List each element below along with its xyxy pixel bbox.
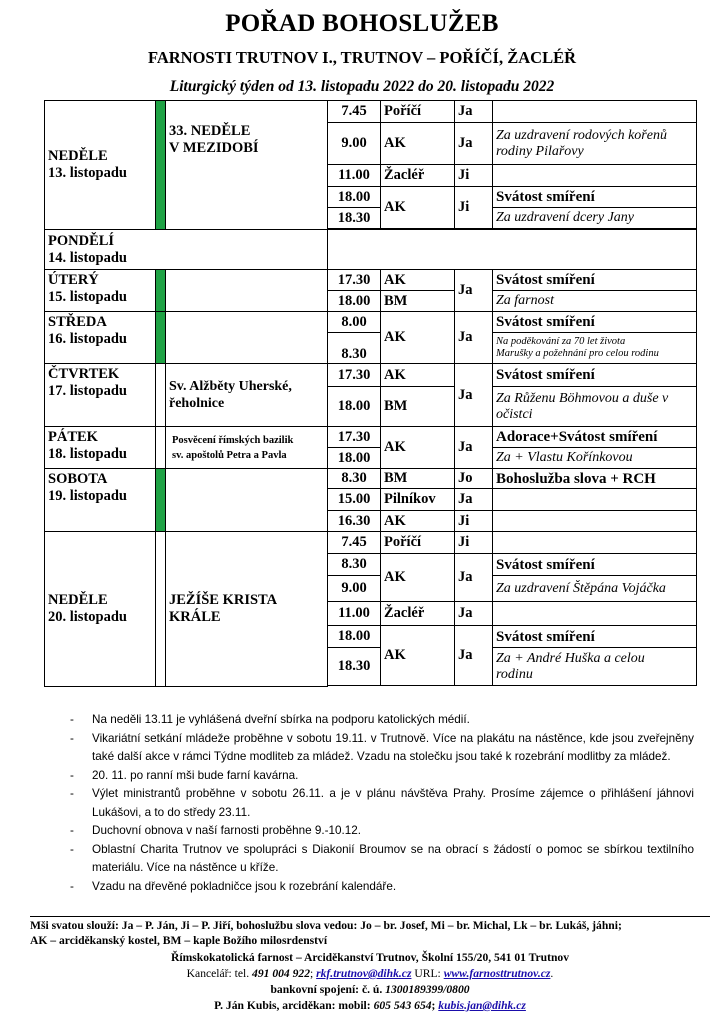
announcement-item [70,711,694,730]
mass-intention [493,602,697,626]
bullet-dash: - [70,824,74,837]
priest-mobile: 605 543 654 [373,999,432,1012]
footer-contact: Kancelář: tel. 491 004 922; rkf.trutnov@dihk.cz URL: www.farnosttrutnov.cz. [186,967,554,980]
announcement-text: 20. 11. po ranní mši bude farní kavárna. [92,768,299,782]
mass-time: 15.00 [328,489,381,511]
liturgical-color-bar [156,532,166,687]
intention-line: Na poděkování za 70 let života [496,336,626,347]
bullet-dash: - [70,768,74,782]
schedule-row [45,532,697,554]
mass-intention [493,387,697,427]
mass-intention [493,648,697,686]
mass-place: Poříčí [381,532,455,554]
liturgy-cell [166,312,328,364]
day-date: 18. listopadu [48,446,127,462]
day-date: 14. listopadu [48,250,127,266]
mass-time: 8.00 [328,312,381,333]
intention-line: očistci [496,406,533,422]
mass-place: AK [381,626,455,686]
mass-priest: Ja [455,123,493,165]
mass-time: 11.00 [328,165,381,187]
day-date: 15. listopadu [48,289,127,305]
day-date: 20. listopadu [48,608,127,625]
announcement-item [70,878,694,897]
mass-intention [493,448,697,469]
liturgy-line: Sv. Alžběty Uherské, [169,379,292,394]
announcement-item [70,841,694,878]
day-name: ÚTERÝ [48,272,99,288]
footer-legend [30,918,710,948]
mass-time: 8.30 [328,554,381,576]
intention-line: Marušky a požehnání pro celou rodinu [496,348,659,359]
day-date: 17. listopadu [48,383,127,399]
day-date: 19. listopadu [48,488,127,504]
mass-intention [493,291,697,312]
liturgy-line: 33. NEDĚLE [169,123,251,139]
day-cell [45,469,156,532]
schedule-row [45,469,697,489]
mass-priest: Ja [455,427,493,469]
mass-priest: Ji [455,187,493,229]
day-cell [45,427,156,469]
schedule-row [45,101,697,123]
mass-priest: Ja [455,489,493,511]
legend-line: AK – arciděkanský kostel, BM – kaple Božího milosrdenství [30,934,328,947]
day-cell [45,532,156,687]
announcement-item [70,767,694,786]
announcement-item [70,785,694,822]
url-label: URL: [414,967,441,980]
mass-intention [493,101,697,123]
day-name: PÁTEK [48,429,98,445]
liturgy-line: řeholnice [169,396,225,411]
liturgical-week: Liturgický týden od 13. listopadu 2022 do 20. listopadu 2022 [169,78,555,95]
announcement-text: Vzadu na dřevěné pokladničce jsou k rozebrání kalendáře. [92,879,397,893]
announcement-text: Vikariátní setkání mládeže proběhne v sobotu 19.11. v Trutnově. Více na plakátu na nástěnce, kde jsou zveřejněny také další akce v rámci Týdne modliteb za mládež. Vzadu na stolečku jsou také k rozebrání modlitby za mládež. [92,731,694,763]
mass-time: 18.00 [328,626,381,648]
day-name: NEDĚLE [48,591,108,608]
intention-line: Svátost smíření [496,628,595,645]
mass-intention [493,123,697,165]
mass-time: 18.00 [328,448,381,469]
footer-priest: P. Ján Kubis, arciděkan: mobil: 605 543 654; kubis.jan@dihk.cz [214,999,526,1012]
announcement-text: Výlet ministrantů proběhne v sobotu 26.11. a je v plánu návštěva Prahy. Prosíme zájemce o přihlášení jáhnovi Lukášovi, a to do středy 23.11. [92,787,694,819]
mass-priest: Jo [455,469,493,489]
mass-place: Žacléř [381,165,455,187]
page-title: POŘAD BOHOSLUŽEB [225,10,499,37]
announcement-item [70,822,694,841]
announcement-text: Duchovní obnova v naší farnosti proběhne 9.-10.12. [92,824,361,837]
mass-priest: Ji [455,511,493,532]
mass-priest: Ja [455,101,493,123]
mass-intention [493,333,697,364]
empty-cell [328,230,697,270]
intention-line: Za farnost [496,293,554,308]
mass-intention [493,469,697,489]
day-cell [45,101,156,230]
mass-priest: Ji [455,165,493,187]
mass-intention [493,208,697,229]
intention-line: Svátost smíření [496,189,595,205]
mass-time: 8.30 [328,333,381,364]
liturgy-line: KRÁLE [169,608,221,625]
intention-line: Za uzdravení dcery Jany [496,210,635,225]
mass-intention [493,511,697,532]
mass-place: AK [381,511,455,532]
day-name: SOBOTA [48,471,108,487]
bullet-dash: - [70,787,74,800]
mass-place: AK [381,312,455,364]
liturgy-line: sv. apoštolů Petra a Pavla [172,449,287,461]
mass-intention [493,554,697,576]
footer-org: Římskokatolická farnost – Arciděkanství Trutnov, Školní 155/20, 541 01 Trutnov [170,951,569,964]
mass-intention [493,489,697,511]
liturgical-color-bar [156,270,166,312]
mass-intention [493,270,697,291]
day-date: 13. listopadu [48,165,127,181]
mass-time: 9.00 [328,576,381,602]
day-name: STŘEDA [48,314,107,330]
mass-place: AK [381,364,455,387]
liturgical-color-bar [156,469,166,532]
priest-email-link[interactable]: kubis.jan@dihk.cz [438,999,526,1012]
bullet-dash: - [70,731,74,745]
bank-label: bankovní spojení: č. ú. [270,983,383,996]
mass-place: BM [381,387,455,427]
mass-place: AK [381,270,455,291]
liturgy-cell [166,427,328,469]
office-phone: 491 004 922 [252,967,310,980]
liturgical-color-bar [156,364,166,427]
bullet-dash: - [70,842,74,856]
mass-place: BM [381,291,455,312]
mass-intention [493,626,697,648]
mass-place: Pilníkov [381,489,455,511]
intention-line: Za uzdravení rodových kořenů [496,127,667,143]
schedule-row [45,312,697,333]
schedule-table [44,100,697,687]
schedule-row [45,230,697,270]
schedule-row [45,427,697,448]
mass-intention [493,312,697,333]
mass-place: AK [381,187,455,229]
day-name: ČTVRTEK [48,366,120,382]
day-name: NEDĚLE [48,148,108,164]
mass-intention [493,427,697,448]
intention-line: Za + André Huška a celou [496,650,645,666]
liturgy-line: JEŽÍŠE KRISTA [169,591,278,608]
intention-line: Svátost smíření [496,272,595,288]
mass-intention [493,165,697,187]
schedule-row [45,364,697,387]
intention-line: Svátost smíření [496,367,595,383]
day-cell [45,312,156,364]
liturgy-cell [166,101,328,230]
mass-time: 7.45 [328,101,381,123]
mass-time: 11.00 [328,602,381,626]
day-name: PONDĚLÍ [48,233,115,249]
mass-time: 18.30 [328,208,381,229]
mass-time: 18.00 [328,187,381,208]
priest-label: P. Ján Kubis, arciděkan: mobil: [214,999,371,1012]
liturgical-color-bar [156,427,166,469]
liturgical-color-bar [156,101,166,230]
intention-line: Za uzdravení Štěpána Vojáčka [496,580,666,596]
legend-line: Mši svatou slouží: Ja – P. Ján, Ji – P. Jiří, bohoslužbu slova vedou: Jo – br. Josef, Mi – br. Michal, Lk – br. Lukáš, jáhni; [30,919,622,932]
day-date: 16. listopadu [48,331,127,347]
bank-account: 1300189399/0800 [385,983,470,996]
announcements-list [70,711,694,896]
mass-time: 18.00 [328,387,381,427]
liturgy-cell [166,532,328,687]
mass-time: 17.30 [328,427,381,448]
mass-time: 9.00 [328,123,381,165]
mass-time: 18.30 [328,648,381,686]
day-cell [45,270,156,312]
intention-line: Svátost smíření [496,314,595,330]
mass-place: Žacléř [381,602,455,626]
intention-line: Za + Vlastu Kořínkovou [496,450,633,465]
mass-priest: Ja [455,602,493,626]
mass-intention [493,532,697,554]
intention-line: Adorace+Svátost smíření [496,429,658,445]
liturgy-cell [166,270,328,312]
liturgy-cell [166,469,328,532]
office-label: Kancelář: tel. [186,967,250,980]
website-link[interactable]: www.farnosttrutnov.cz [443,967,551,980]
mass-priest: Ja [455,554,493,602]
schedule-row [45,270,697,291]
mass-time: 18.00 [328,291,381,312]
mass-priest: Ji [455,532,493,554]
liturgy-cell [166,364,328,427]
intention-line: Bohoslužba slova + RCH [496,470,656,487]
announcement-text: Na neděli 13.11 je vyhlášená dveřní sbírka na podporu katolických médií. [92,713,470,726]
mass-place: AK [381,123,455,165]
footer-bank [30,982,710,997]
intention-line: Za Růženu Böhmovou a duše v [496,390,669,406]
intention-line: rodiny Pilařovy [496,143,584,159]
mass-time: 17.30 [328,364,381,387]
mass-time: 17.30 [328,270,381,291]
bullet-dash: - [70,713,74,726]
mass-intention [493,187,697,208]
mass-time: 8.30 [328,469,381,489]
liturgy-line: Posvěcení římských bazilik [172,434,294,446]
mass-priest: Ja [455,364,493,427]
mass-intention [493,576,697,602]
day-cell [45,364,156,427]
intention-line: rodinu [496,666,533,682]
mass-time: 7.45 [328,532,381,554]
mass-time: 16.30 [328,511,381,532]
announcement-text: Oblastní Charita Trutnov ve spolupráci s Diakonií Broumov se na obrací s žádostí o pomoc se sbírkou textilního materiálu. Více na nástěnce u kříže. [92,842,694,874]
liturgical-color-bar [156,312,166,364]
mass-place: AK [381,427,455,469]
parish-subtitle: FARNOSTI TRUTNOV I., TRUTNOV – POŘÍČÍ, ŽACLÉŘ [147,48,576,67]
mass-intention [493,364,697,387]
liturgy-line: V MEZIDOBÍ [169,140,259,156]
day-cell [45,230,328,270]
bullet-dash: - [70,879,74,893]
office-email-link[interactable]: rkf.trutnov@dihk.cz [316,967,412,980]
announcement-item [70,730,694,767]
mass-priest: Ja [455,270,493,312]
intention-line: Svátost smíření [496,556,595,573]
mass-priest: Ja [455,626,493,686]
mass-place: Poříčí [381,101,455,123]
mass-place: AK [381,554,455,602]
mass-priest: Ja [455,312,493,364]
mass-place: BM [381,469,455,489]
